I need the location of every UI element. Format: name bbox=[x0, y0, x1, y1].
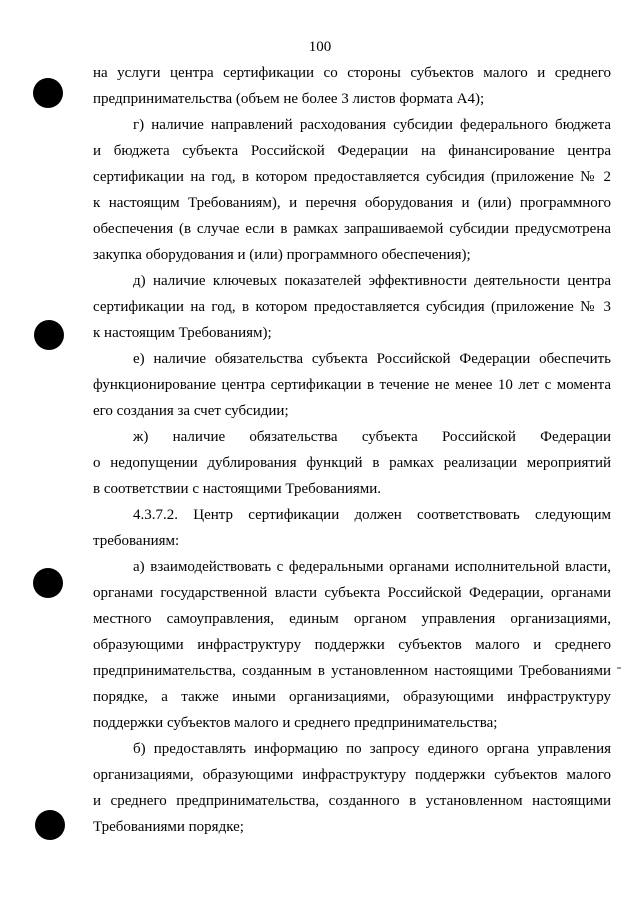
text-line: образующими инфраструктуру поддержки субъектов малого и среднего bbox=[93, 637, 611, 653]
text-line: порядке, а также иными организациями, образующими инфраструктуру bbox=[93, 689, 611, 705]
text-line: в соответствии с настоящими Требованиями. bbox=[93, 481, 382, 497]
text-line: предпринимательства, созданным в установленном настоящими Требованиями bbox=[93, 663, 611, 679]
punch-hole bbox=[34, 320, 64, 350]
text-line: е) наличие обязательства субъекта Российской Федерации обеспечить bbox=[133, 351, 611, 367]
text-line: Требованиями порядке; bbox=[93, 819, 244, 835]
punch-hole bbox=[33, 568, 63, 598]
text-line: б) предоставлять информацию по запросу единого органа управления bbox=[133, 741, 611, 757]
text-line: о недопущении дублирования функций в рамках реализации мероприятий bbox=[93, 455, 611, 471]
text-line: поддержки субъектов малого и среднего предпринимательства; bbox=[93, 715, 498, 731]
text-line: и среднего предпринимательства, созданного в установленном настоящими bbox=[93, 793, 611, 809]
text-line: и бюджета субъекта Российской Федерации на финансирование центра bbox=[93, 143, 611, 159]
text-line: предпринимательства (объем не более 3 листов формата А4); bbox=[93, 91, 485, 107]
text-line: обеспечения (в случае если в рамках запрашиваемой субсидии предусмотрена bbox=[93, 221, 611, 237]
text-line: г) наличие направлений расходования субсидии федерального бюджета bbox=[133, 117, 611, 133]
text-line: его создания за счет субсидии; bbox=[93, 403, 289, 419]
text-line: ж) наличие обязательства субъекта Российской Федерации bbox=[133, 429, 611, 445]
text-line: функционирование центра сертификации в течение не менее 10 лет с момента bbox=[93, 377, 611, 393]
text-line: органами государственной власти субъекта Российской Федерации, органами bbox=[93, 585, 611, 601]
text-line: сертификации на год, в котором предоставляется субсидия (приложение № 2 bbox=[93, 169, 611, 185]
text-line: сертификации на год, в котором предоставляется субсидия (приложение № 3 bbox=[93, 299, 611, 315]
text-line: к настоящим Требованиям), и перечня оборудования и (или) программного bbox=[93, 195, 611, 211]
text-line: на услуги центра сертификации со стороны субъектов малого и среднего bbox=[93, 65, 611, 81]
punch-hole bbox=[33, 78, 63, 108]
text-line: закупка оборудования и (или) программного обеспечения); bbox=[93, 247, 471, 263]
scan-artifact bbox=[617, 667, 621, 669]
page-number: 100 bbox=[308, 39, 332, 55]
text-line: к настоящим Требованиям); bbox=[93, 325, 272, 341]
text-line: д) наличие ключевых показателей эффективности деятельности центра bbox=[133, 273, 611, 289]
text-line: организациями, образующими инфраструктуру поддержки субъектов малого bbox=[93, 767, 611, 783]
text-line: а) взаимодействовать с федеральными органами исполнительной власти, bbox=[133, 559, 611, 575]
text-line: требованиям: bbox=[93, 533, 180, 549]
punch-hole bbox=[35, 810, 65, 840]
text-line: местного самоуправления, единым органом управления организациями, bbox=[93, 611, 611, 627]
section-heading-line: 4.3.7.2. Центр сертификации должен соответствовать следующим bbox=[133, 507, 611, 523]
